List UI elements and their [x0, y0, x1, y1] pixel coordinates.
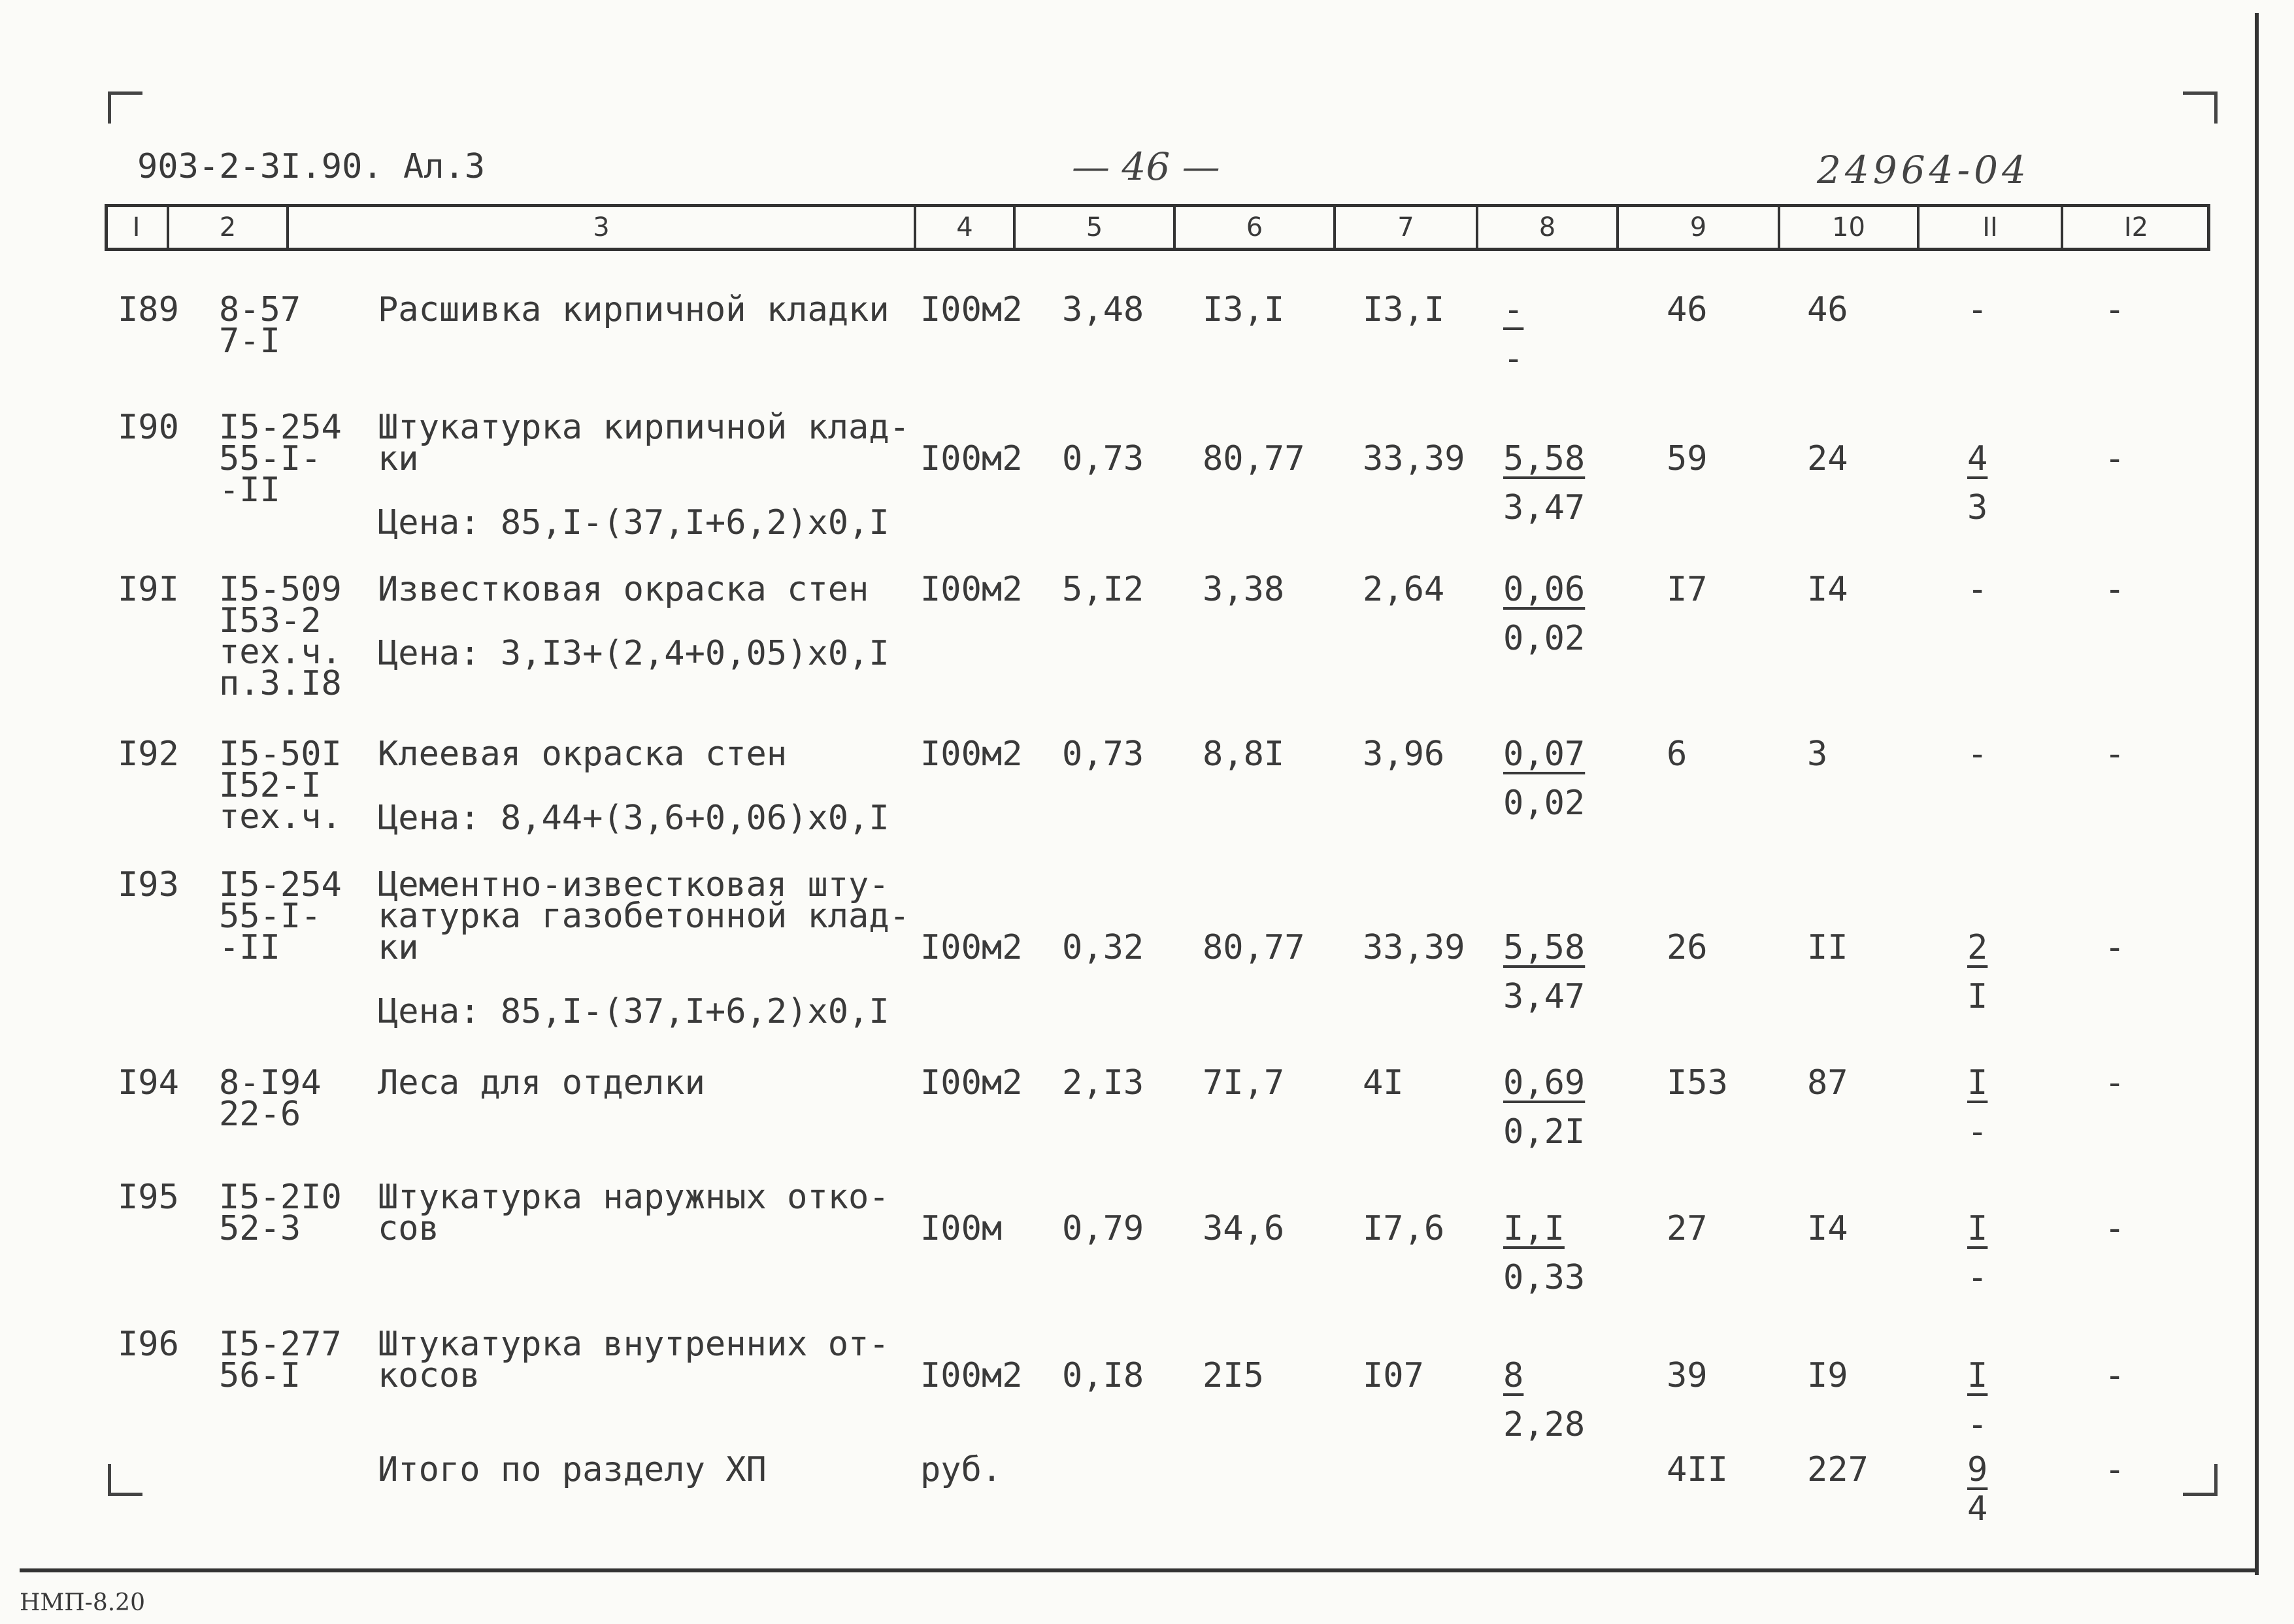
unit-cost-machines: 0,07: [1503, 735, 1586, 774]
total-wages: II: [1807, 928, 1848, 967]
column-number-3: 3: [593, 212, 610, 242]
unit-cost-machines-wages: 0,33: [1503, 1258, 1586, 1297]
norm-code: 55-I-: [219, 897, 322, 936]
work-name: катурка газобетонной клад-: [378, 897, 910, 936]
unit-cost-wages: 33,39: [1363, 928, 1465, 967]
row-number: I94: [118, 1063, 179, 1102]
page-bottom-edge: [20, 1568, 2259, 1572]
section-total-materials: -: [2104, 1450, 2125, 1489]
total-wages: I4: [1807, 1209, 1848, 1248]
unit-cost-machines-wages: -: [1503, 339, 1524, 378]
norm-code: I5-277: [219, 1325, 342, 1364]
unit-cost-machines: 5,58: [1503, 928, 1586, 967]
corner-mark-bottom-left: [108, 1464, 142, 1496]
price-formula: Цена: 85,I-(37,I+6,2)x0,I: [378, 503, 889, 542]
column-divider: [1476, 204, 1478, 251]
column-number-5: 5: [1086, 212, 1103, 242]
price-formula: Цена: 85,I-(37,I+6,2)x0,I: [378, 992, 889, 1031]
norm-code: 22-6: [219, 1095, 301, 1134]
materials-cost: -: [2104, 570, 2125, 609]
unit-cost-machines: -: [1503, 290, 1524, 329]
row-number: I95: [118, 1178, 179, 1217]
column-divider: [167, 204, 169, 251]
norm-code: п.3.I8: [219, 664, 342, 703]
unit: I00м2: [920, 570, 1023, 609]
total-cost: 39: [1667, 1356, 1708, 1395]
work-name: Штукатурка внутренних от-: [378, 1325, 889, 1364]
unit-cost-total: 34,6: [1203, 1209, 1285, 1248]
unit-cost-wages: I3,I: [1363, 290, 1445, 329]
unit: I00м2: [920, 290, 1023, 329]
unit-cost-wages: I07: [1363, 1356, 1424, 1395]
total-cost: 46: [1667, 290, 1708, 329]
total-machines: -: [1967, 570, 1988, 609]
total-machines-wages: -: [1967, 1405, 1988, 1444]
quantity: 0,79: [1062, 1209, 1144, 1248]
total-wages: I9: [1807, 1356, 1848, 1395]
unit: I00м2: [920, 928, 1023, 967]
unit-cost-machines: 0,06: [1503, 570, 1586, 609]
unit-cost-machines: 8: [1503, 1356, 1524, 1395]
section-total-cost: 4II: [1667, 1450, 1728, 1489]
column-number-4: 4: [956, 212, 973, 242]
norm-code: I5-50I: [219, 735, 342, 774]
total-machines: -: [1967, 290, 1988, 329]
norm-code: -II: [219, 471, 280, 510]
total-wages: 46: [1807, 290, 1848, 329]
norm-code: 55-I-: [219, 439, 322, 478]
column-divider: [1173, 204, 1176, 251]
total-machines: I: [1967, 1063, 1988, 1102]
norm-code: I5-254: [219, 865, 342, 904]
unit-cost-machines-wages: 2,28: [1503, 1405, 1586, 1444]
column-divider: [914, 204, 916, 251]
column-number-10: 10: [1832, 212, 1865, 242]
unit: I00м: [920, 1209, 1003, 1248]
unit-cost-machines-wages: 0,02: [1503, 619, 1586, 658]
row-number: I9I: [118, 570, 179, 609]
total-cost: 59: [1667, 439, 1708, 478]
column-divider: [1333, 204, 1336, 251]
column-number-8: 8: [1538, 212, 1556, 242]
norm-code: I5-254: [219, 408, 342, 447]
quantity: 0,73: [1062, 439, 1144, 478]
corner-mark-bottom-right: [2183, 1464, 2218, 1496]
total-machines: I: [1967, 1209, 1988, 1248]
inventory-number: 24964-04: [1817, 148, 2030, 192]
unit-cost-total: 8,8I: [1203, 735, 1285, 774]
column-number-2: 2: [219, 212, 237, 242]
unit-cost-wages: 2,64: [1363, 570, 1445, 609]
materials-cost: -: [2104, 928, 2125, 967]
work-name: косов: [378, 1356, 480, 1395]
unit-cost-wages: 4I: [1363, 1063, 1404, 1102]
unit-cost-machines-wages: 0,2I: [1503, 1112, 1586, 1152]
row-number: I90: [118, 408, 179, 447]
total-cost: 27: [1667, 1209, 1708, 1248]
unit-cost-wages: 3,96: [1363, 735, 1445, 774]
work-name: Штукатурка кирпичной клад-: [378, 408, 910, 447]
column-divider: [1778, 204, 1780, 251]
column-number-12: I2: [2123, 212, 2149, 242]
unit-cost-machines-wages: 3,47: [1503, 977, 1586, 1016]
quantity: 0,73: [1062, 735, 1144, 774]
page-number: — 46 —: [1072, 144, 1220, 189]
document-code: 903-2-3I.90. Ал.3: [137, 147, 486, 186]
total-machines-wages: -: [1967, 1258, 1988, 1297]
total-machines-wages: I: [1967, 977, 1988, 1016]
section-total-machines-wages: 4: [1967, 1489, 1988, 1529]
unit-cost-total: 7I,7: [1203, 1063, 1285, 1102]
norm-code: I5-509: [219, 570, 342, 609]
column-divider: [286, 204, 289, 251]
total-wages: I4: [1807, 570, 1848, 609]
unit-cost-wages: I7,6: [1363, 1209, 1445, 1248]
total-machines: 2: [1967, 928, 1988, 967]
work-name: сов: [378, 1209, 439, 1248]
norm-code: 8-57: [219, 290, 301, 329]
norm-code: -II: [219, 928, 280, 967]
column-number-7: 7: [1397, 212, 1414, 242]
norm-code: I52-I: [219, 766, 322, 805]
unit-cost-machines-wages: 3,47: [1503, 488, 1586, 527]
norm-code: 52-3: [219, 1209, 301, 1248]
unit: I00м2: [920, 1356, 1023, 1395]
total-machines: 4: [1967, 439, 1988, 478]
total-wages: 3: [1807, 735, 1828, 774]
unit-cost-machines: 0,69: [1503, 1063, 1586, 1102]
total-wages: 87: [1807, 1063, 1848, 1102]
work-name: Клеевая окраска стен: [378, 735, 788, 774]
quantity: 2,I3: [1062, 1063, 1144, 1102]
total-cost: I7: [1667, 570, 1708, 609]
work-name: Штукатурка наружных отко-: [378, 1178, 889, 1217]
total-machines-wages: 3: [1967, 488, 1988, 527]
norm-code: тех.ч.: [219, 633, 342, 672]
norm-code: 7-I: [219, 322, 280, 361]
unit: I00м2: [920, 735, 1023, 774]
unit: I00м2: [920, 1063, 1023, 1102]
unit: I00м2: [920, 439, 1023, 478]
unit-cost-total: 80,77: [1203, 439, 1305, 478]
row-number: I93: [118, 865, 179, 904]
total-machines: -: [1967, 735, 1988, 774]
price-formula: Цена: 8,44+(3,6+0,06)x0,I: [378, 799, 889, 838]
row-number: I96: [118, 1325, 179, 1364]
corner-mark-top-right: [2183, 91, 2218, 124]
page-right-edge: [2255, 13, 2259, 1575]
quantity: 3,48: [1062, 290, 1144, 329]
total-cost: 26: [1667, 928, 1708, 967]
total-cost: I53: [1667, 1063, 1728, 1102]
work-name: Леса для отделки: [378, 1063, 705, 1102]
materials-cost: -: [2104, 1356, 2125, 1395]
unit-cost-machines: I,I: [1503, 1209, 1565, 1248]
norm-code: 8-I94: [219, 1063, 322, 1102]
section-total-wages: 227: [1807, 1450, 1869, 1489]
materials-cost: -: [2104, 290, 2125, 329]
quantity: 5,I2: [1062, 570, 1144, 609]
column-number-6: 6: [1246, 212, 1263, 242]
unit-cost-total: I3,I: [1203, 290, 1285, 329]
form-code: НМП-8.20: [20, 1589, 145, 1616]
total-machines-wages: -: [1967, 1112, 1988, 1152]
section-total-machines: 9: [1967, 1450, 1988, 1489]
section-total-unit: руб.: [920, 1450, 1003, 1489]
row-number: I89: [118, 290, 179, 329]
materials-cost: -: [2104, 1063, 2125, 1102]
work-name: Известковая окраска стен: [378, 570, 869, 609]
unit-cost-total: 80,77: [1203, 928, 1305, 967]
column-divider: [2061, 204, 2063, 251]
materials-cost: -: [2104, 735, 2125, 774]
unit-cost-total: 2I5: [1203, 1356, 1264, 1395]
price-formula: Цена: 3,I3+(2,4+0,05)x0,I: [378, 634, 889, 673]
norm-code: I53-2: [219, 601, 322, 640]
work-name: Расшивка кирпичной кладки: [378, 290, 889, 329]
norm-code: тех.ч.: [219, 797, 342, 837]
total-machines: I: [1967, 1356, 1988, 1395]
quantity: 0,I8: [1062, 1356, 1144, 1395]
materials-cost: -: [2104, 439, 2125, 478]
quantity: 0,32: [1062, 928, 1144, 967]
unit-cost-wages: 33,39: [1363, 439, 1465, 478]
column-number-11: II: [1982, 212, 1998, 242]
total-cost: 6: [1667, 735, 1687, 774]
corner-mark-top-left: [108, 91, 142, 124]
column-divider: [1917, 204, 1920, 251]
work-name: ки: [378, 928, 419, 967]
column-number-1: I: [132, 212, 141, 242]
unit-cost-total: 3,38: [1203, 570, 1285, 609]
column-divider: [1013, 204, 1016, 251]
row-number: I92: [118, 735, 179, 774]
unit-cost-machines: 5,58: [1503, 439, 1586, 478]
norm-code: I5-2I0: [219, 1178, 342, 1217]
section-total-label: Итого по разделу ХП: [378, 1450, 767, 1489]
column-divider: [1616, 204, 1619, 251]
column-number-9: 9: [1689, 212, 1707, 242]
work-name: ки: [378, 439, 419, 478]
norm-code: 56-I: [219, 1356, 301, 1395]
work-name: Цементно-известковая шту-: [378, 865, 889, 904]
materials-cost: -: [2104, 1209, 2125, 1248]
total-wages: 24: [1807, 439, 1848, 478]
unit-cost-machines-wages: 0,02: [1503, 784, 1586, 823]
